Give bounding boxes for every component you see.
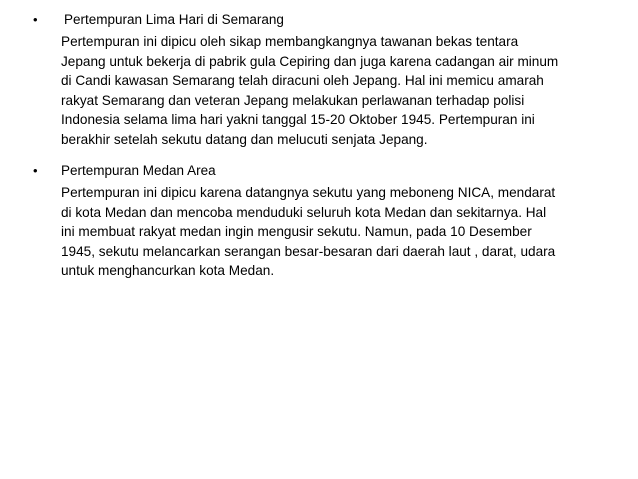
paragraph-line: Indonesia selama lima hari yakni tanggal 15-20 Oktober 1945. Pertempuran ini	[61, 112, 535, 128]
paragraph-line: Jepang untuk bekerja di pabrik gula Cepiring dan juga karena cadangan air minum	[61, 53, 559, 69]
item-paragraph	[61, 32, 621, 150]
paragraph-line: 1945, sekutu melancarkan serangan besar-besaran dari daerah laut , darat, udara	[61, 243, 556, 259]
paragraph-line: di Candi kawasan Semarang telah diracuni oleh Jepang. Hal ini memicu amarah	[61, 73, 544, 89]
bullet-marker: •	[33, 12, 38, 27]
paragraph-line: Pertempuran ini dipicu oleh sikap membangkangnya tawanan bekas tentara	[61, 34, 519, 49]
paragraph-line: berakhir setelah sekutu datang dan melucuti senjata Jepang.	[61, 131, 428, 147]
item-heading: Pertempuran Medan Area	[61, 163, 216, 178]
bullet-item-medan	[33, 160, 623, 281]
item-heading: Pertempuran Lima Hari di Semarang	[64, 12, 284, 27]
paragraph-line: rakyat Semarang dan veteran Jepang melakukan perlawanan terhadap polisi	[61, 92, 525, 108]
paragraph-line: untuk menghancurkan kota Medan.	[61, 263, 275, 279]
paragraph-line: di kota Medan dan mencoba menduduki seluruh kota Medan dan sekitarnya. Hal	[61, 204, 547, 220]
bullet-marker: •	[33, 163, 38, 178]
paragraph-line: Pertempuran ini dipicu karena datangnya sekutu yang meboneng NICA, mendarat	[61, 185, 556, 200]
bullet-item-semarang	[33, 9, 623, 150]
paragraph-line: ini membuat rakyat medan ingin mengusir sekutu. Namun, pada 10 Desember	[61, 224, 532, 240]
item-paragraph	[61, 183, 621, 281]
